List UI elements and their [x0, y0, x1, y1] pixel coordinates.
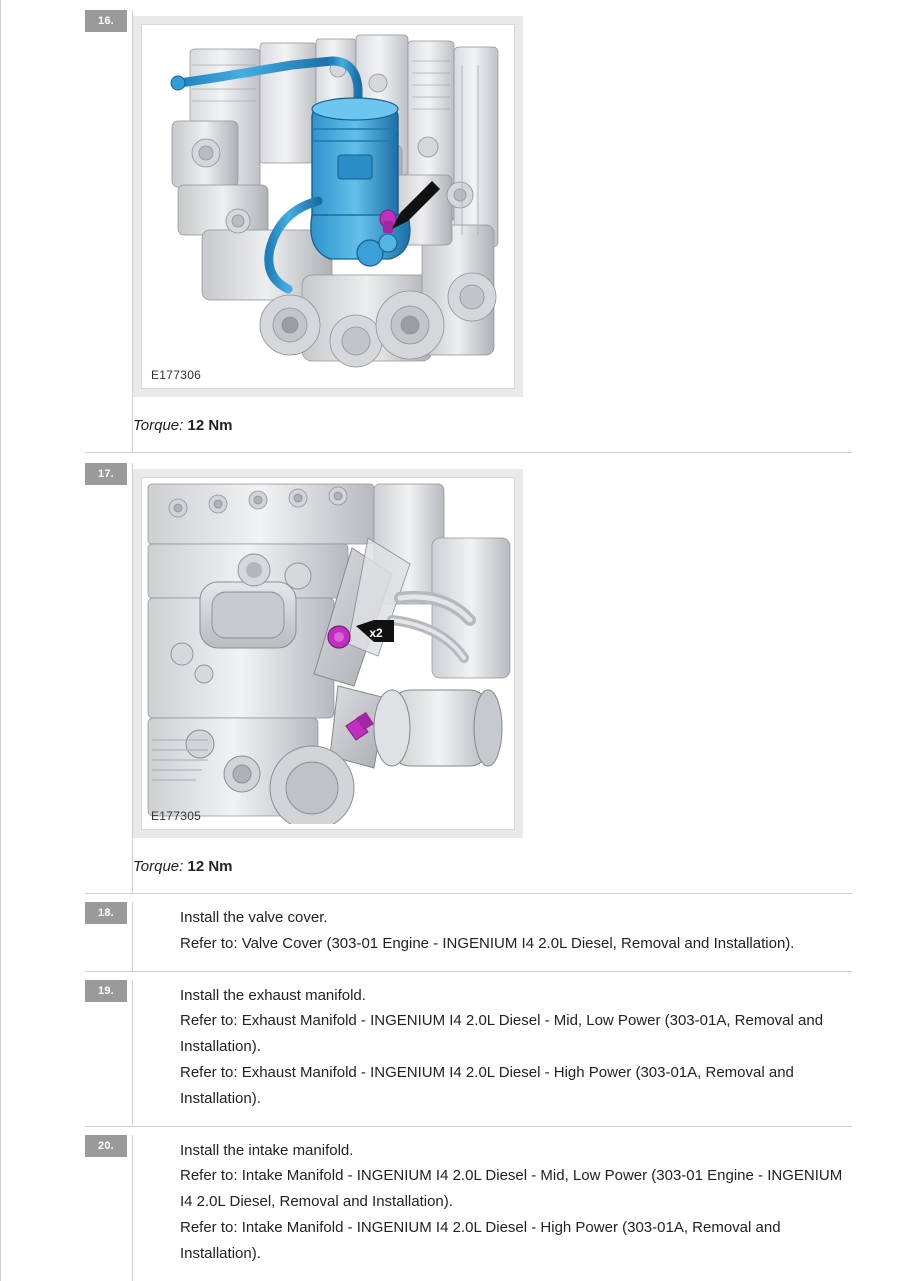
step-number-badge: 17.	[85, 463, 127, 485]
step-number-badge: 20.	[85, 1135, 127, 1157]
figure-17-frame	[133, 469, 523, 838]
torque-16	[133, 397, 852, 452]
step-19-line-3: Refer to: Exhaust Manifold - INGENIUM I4 2.0L Diesel - High Power (303-01A, Removal and Installation).	[180, 1063, 794, 1107]
step-18-line-2: Refer to: Valve Cover (303-01 Engine - INGENIUM I4 2.0L Diesel, Removal and Installation).	[180, 934, 795, 952]
torque-17-label: Torque:	[133, 858, 184, 875]
step-18	[0, 894, 908, 971]
step-19	[0, 972, 908, 1126]
step-20-line-2: Refer to: Intake Manifold - INGENIUM I4 2.0L Diesel - Mid, Low Power (303-01 Engine - INGENIUM I4 2.0L Diesel, Removal and Installation).	[180, 1167, 843, 1211]
step-number-badge: 19.	[85, 980, 127, 1002]
figure-17-code: E177305	[151, 809, 202, 823]
engine-illustration-oil-filter	[142, 25, 514, 383]
step-19-body	[132, 980, 852, 1126]
torque-17	[133, 838, 852, 893]
torque-16-label: Torque:	[133, 417, 184, 434]
step-number-badge: 18.	[85, 902, 127, 924]
step-17-body	[132, 463, 852, 893]
magenta-highlight-bolt-upper	[328, 626, 350, 648]
step-19-line-2: Refer to: Exhaust Manifold - INGENIUM I4 2.0L Diesel - Mid, Low Power (303-01A, Removal and Installation).	[180, 1012, 824, 1056]
step-20-line-1: Install the intake manifold.	[180, 1141, 354, 1159]
step-16-body	[132, 10, 852, 452]
step-number-badge: 16.	[85, 10, 127, 32]
figure-17-wrap	[133, 463, 852, 838]
engine-illustration-bracket	[142, 478, 514, 824]
step-16	[0, 0, 908, 452]
step-18-line-1: Install the valve cover.	[180, 909, 328, 926]
step-18-body	[132, 902, 852, 971]
step-20-body	[132, 1135, 852, 1281]
torque-17-value: 12 Nm	[187, 858, 233, 875]
step-19-line-1: Install the exhaust manifold.	[180, 986, 366, 1004]
step-20	[0, 1127, 908, 1281]
step-19-text	[133, 980, 852, 1126]
figure-16-image	[141, 24, 515, 389]
step-17	[0, 453, 908, 893]
step-18-text	[133, 902, 852, 971]
figure-16-frame	[133, 16, 523, 397]
step-20-line-3: Refer to: Intake Manifold - INGENIUM I4 2.0L Diesel - High Power (303-01A, Removal and Installation).	[180, 1218, 781, 1262]
figure-16-wrap	[133, 10, 852, 397]
torque-16-value: 12 Nm	[187, 417, 233, 434]
figure-16-code: E177306	[151, 368, 202, 382]
step-20-text	[133, 1135, 852, 1281]
svg-text:x2: x2	[369, 626, 383, 640]
figure-17-image	[141, 477, 515, 830]
